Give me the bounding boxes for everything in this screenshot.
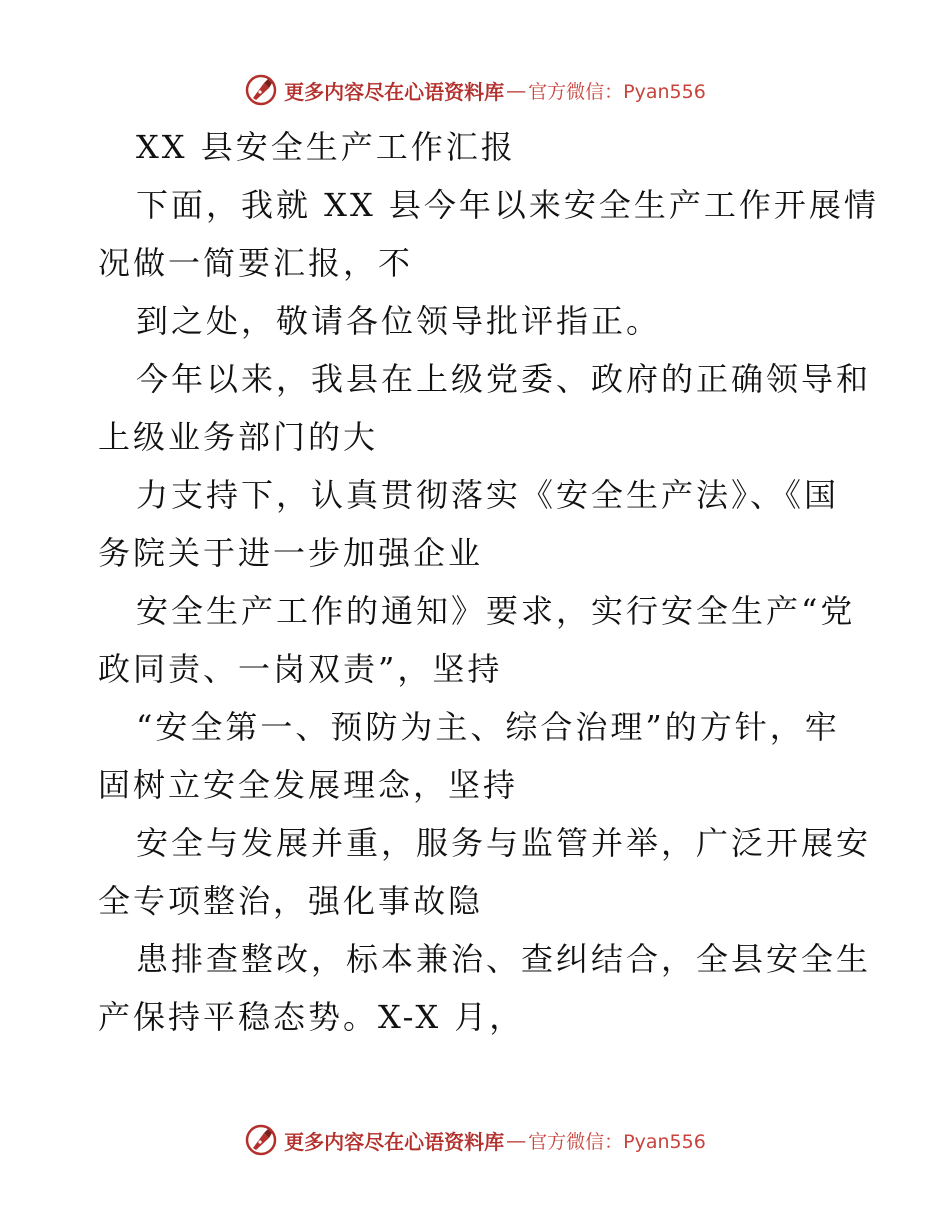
paragraph-line: 患排查整改，标本兼治、查纠结合，全县安全生 [136, 940, 872, 978]
paragraph-line: 政同责、一岗双责”，坚持 [98, 650, 503, 688]
document-title: XX 县安全生产工作汇报 [136, 128, 516, 166]
paragraph-line: 安全与发展并重，服务与监管并举，广泛开展安 [136, 824, 872, 862]
footer-official-text: 官方微信：Pyan556 [528, 1130, 706, 1153]
paragraph-line: 安全生产工作的通知》要求，实行安全生产“党 [136, 592, 856, 630]
paragraph-line: 上级业务部门的大 [98, 418, 379, 456]
footer-brand-text: 更多内容尽在心语资料库 [284, 1129, 505, 1154]
paragraph-line: 固树立安全发展理念，坚持 [98, 766, 519, 804]
paragraph-line: 全专项整治，强化事故隐 [98, 882, 484, 920]
paragraph-line: 到之处，敬请各位领导批评指正。 [136, 302, 662, 340]
header-dash: — [506, 78, 527, 102]
document-body [98, 118, 879, 1046]
paragraph-line: 今年以来，我县在上级党委、政府的正确领导和 [136, 360, 872, 398]
paragraph-line: 务院关于进一步加强企业 [98, 534, 484, 572]
header-banner [0, 70, 950, 110]
pen-nib-logo-icon [244, 1123, 278, 1157]
header-brand-text: 更多内容尽在心语资料库 [284, 79, 505, 104]
header-official-text: 官方微信：Pyan556 [528, 80, 706, 103]
footer-banner [0, 1120, 950, 1160]
paragraph-line: 力支持下，认真贯彻落实《安全生产法》、《国 [136, 476, 840, 514]
paragraph-line: 况做一简要汇报，不 [98, 244, 414, 282]
pen-nib-logo-icon [244, 73, 278, 107]
paragraph-line: 产保持平稳态势。X-X 月， [98, 998, 525, 1036]
paragraph-line: “安全第一、预防为主、综合治理”的方针，牢 [136, 708, 840, 746]
footer-dash: — [506, 1128, 527, 1152]
paragraph-line: 下面，我就 XX 县今年以来安全生产工作开展情 [136, 186, 879, 224]
